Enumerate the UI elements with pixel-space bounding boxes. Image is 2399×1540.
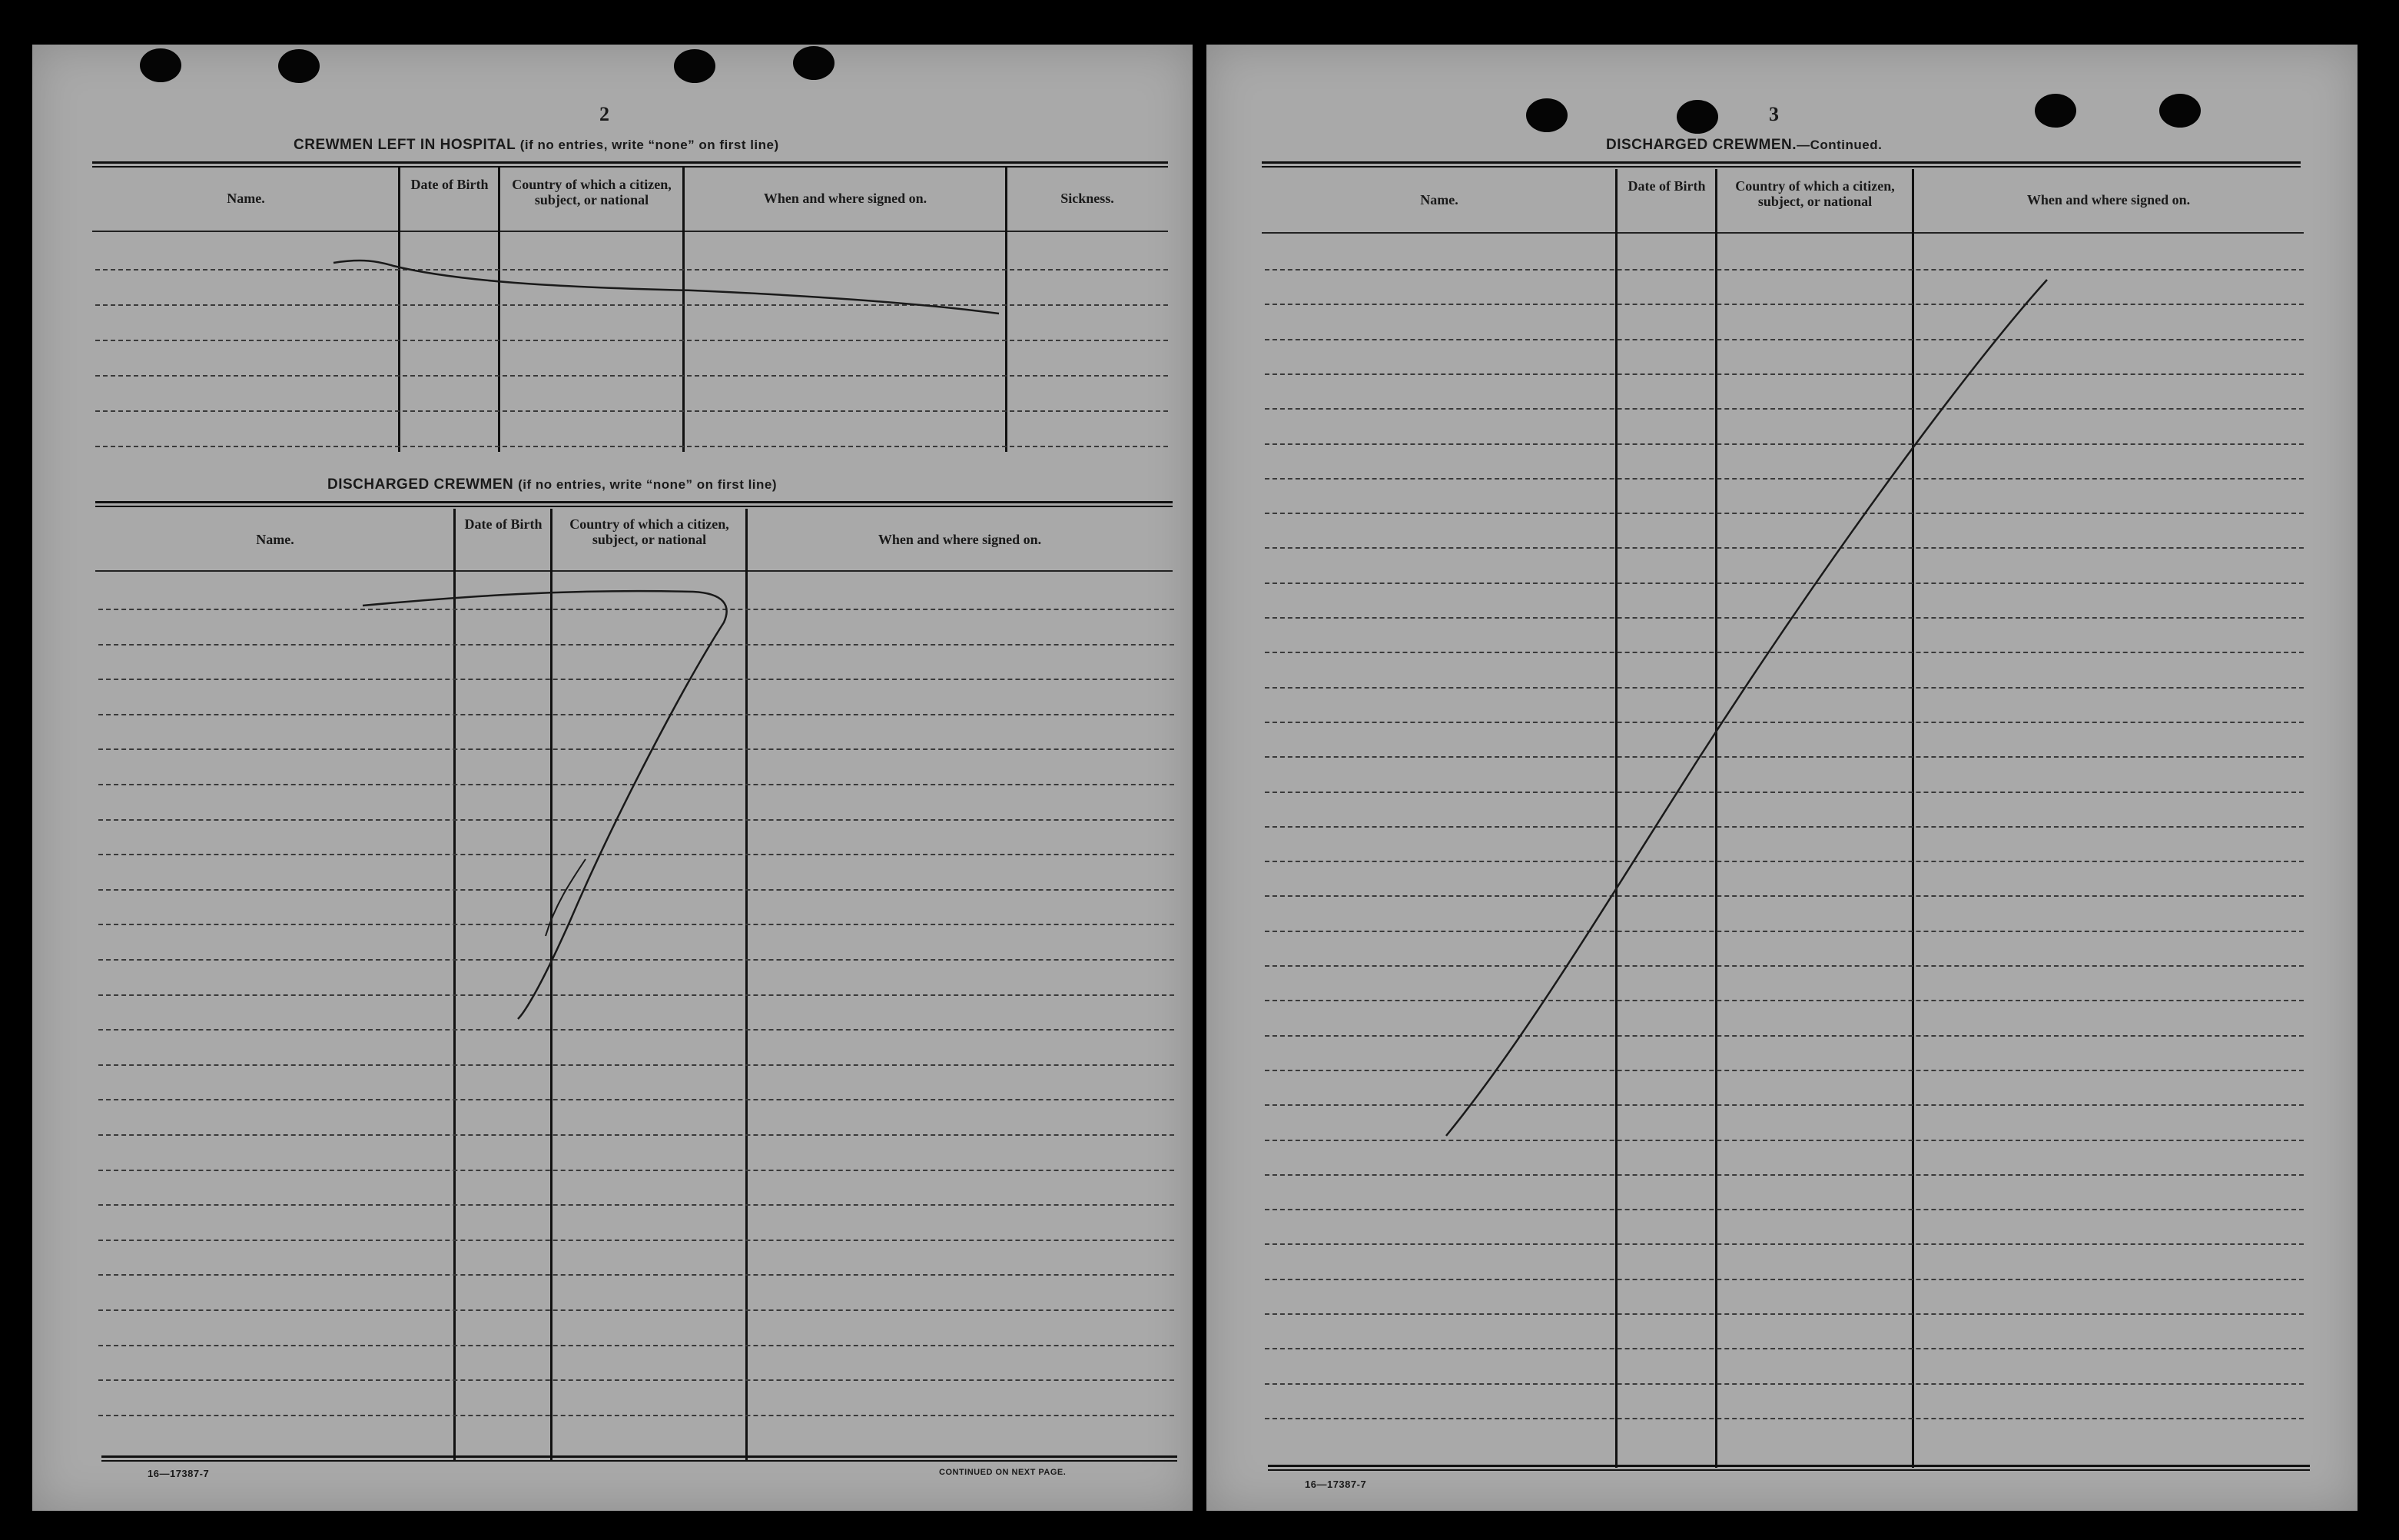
form-line xyxy=(98,1379,1174,1381)
column-divider xyxy=(498,168,500,452)
form-line xyxy=(1265,1279,2304,1280)
form-line xyxy=(1265,1070,2304,1071)
form-line xyxy=(1265,339,2304,340)
col-header-date-of-birth: Date of Birth xyxy=(464,516,543,532)
form-line xyxy=(1265,1104,2304,1106)
punch-hole xyxy=(1677,100,1718,134)
column-divider xyxy=(1912,169,1914,1468)
form-line xyxy=(1265,304,2304,305)
column-divider xyxy=(453,509,456,1462)
form-line xyxy=(1265,1348,2304,1349)
form-line xyxy=(1265,1140,2304,1141)
form-line xyxy=(1265,1243,2304,1245)
form-line xyxy=(1265,722,2304,723)
form-line xyxy=(1265,443,2304,445)
section-rule xyxy=(1262,161,2301,168)
form-line xyxy=(98,1134,1174,1136)
bottom-rule xyxy=(1268,1465,2310,1471)
form-line xyxy=(1265,1174,2304,1176)
form-line xyxy=(98,1204,1174,1206)
section-rule xyxy=(95,501,1173,507)
form-line xyxy=(98,1170,1174,1171)
form-line xyxy=(1265,826,2304,828)
form-line xyxy=(1265,408,2304,410)
column-divider xyxy=(550,509,552,1462)
form-line xyxy=(95,375,1168,377)
form-line xyxy=(98,1064,1174,1066)
col-header-name: Name. xyxy=(1420,192,1458,207)
form-line xyxy=(1265,895,2304,897)
pen-strikethrough-marks xyxy=(32,45,1193,1511)
hospital-section-title xyxy=(294,137,779,154)
punch-hole xyxy=(793,46,835,80)
form-line xyxy=(98,679,1174,680)
form-line xyxy=(1265,547,2304,549)
punch-hole xyxy=(278,49,320,83)
form-line xyxy=(98,1029,1174,1031)
form-line xyxy=(1265,1035,2304,1037)
form-line xyxy=(98,748,1174,750)
discharged-title-text: DISCHARGED CREWMEN xyxy=(327,476,514,493)
form-line xyxy=(1265,931,2304,932)
punch-hole xyxy=(140,48,181,82)
column-divider xyxy=(1615,169,1618,1468)
form-line xyxy=(1265,687,2304,689)
form-line xyxy=(1265,1000,2304,1001)
col-header-date-of-birth: Date of Birth xyxy=(410,177,489,192)
form-line xyxy=(1265,965,2304,967)
discharged-section-title xyxy=(327,476,777,493)
col-header-signed-on: When and where signed on. xyxy=(763,191,927,206)
section-subtitle: —Continued. xyxy=(1797,138,1883,152)
right-page xyxy=(1206,45,2358,1511)
col-header-name: Name. xyxy=(256,532,294,547)
column-divider xyxy=(682,168,685,452)
form-line xyxy=(1265,756,2304,758)
form-line xyxy=(98,1345,1174,1346)
col-header-signed-on: When and where signed on. xyxy=(878,532,1042,547)
form-line xyxy=(98,1415,1174,1416)
page-number: 2 xyxy=(599,103,609,125)
form-number: 16—17387-7 xyxy=(1305,1479,1367,1490)
column-divider xyxy=(1005,168,1007,452)
form-line xyxy=(98,854,1174,855)
form-line xyxy=(95,340,1168,341)
hospital-instruction: (if no entries, write “none” on first line) xyxy=(519,138,779,152)
form-line xyxy=(1265,861,2304,862)
col-header-signed-on: When and where signed on. xyxy=(2026,192,2191,207)
form-line xyxy=(1265,513,2304,514)
form-line xyxy=(98,714,1174,715)
form-line xyxy=(98,994,1174,996)
form-line xyxy=(98,1099,1174,1100)
header-rule xyxy=(95,570,1173,572)
column-divider xyxy=(1715,169,1717,1468)
form-line xyxy=(1265,269,2304,270)
bottom-rule xyxy=(101,1455,1177,1462)
form-line xyxy=(1265,652,2304,653)
punch-hole xyxy=(2035,94,2076,128)
pen-strikethrough-marks xyxy=(1206,45,2358,1511)
form-line xyxy=(98,819,1174,821)
col-header-sickness: Sickness. xyxy=(1060,191,1114,206)
col-header-name: Name. xyxy=(227,191,265,206)
col-header-country: Country of which a citizen, subject, or national xyxy=(1735,178,1895,209)
form-line xyxy=(98,1240,1174,1241)
form-line xyxy=(1265,1383,2304,1385)
form-line xyxy=(95,446,1168,447)
form-line xyxy=(1265,792,2304,793)
col-header-date-of-birth: Date of Birth xyxy=(1628,178,1706,194)
form-line xyxy=(98,784,1174,785)
column-divider xyxy=(398,168,400,452)
hospital-title-text: CREWMEN LEFT IN HOSPITAL xyxy=(294,137,516,153)
continued-note: CONTINUED ON NEXT PAGE. xyxy=(939,1468,1067,1477)
form-line xyxy=(1265,1209,2304,1210)
form-number: 16—17387-7 xyxy=(148,1468,210,1479)
form-line xyxy=(1265,617,2304,619)
col-header-country: Country of which a citizen, subject, or national xyxy=(512,177,672,207)
form-line xyxy=(1265,582,2304,584)
punch-hole xyxy=(2159,94,2201,128)
form-line xyxy=(98,1309,1174,1311)
form-line xyxy=(98,609,1174,610)
section-title-text: DISCHARGED CREWMEN. xyxy=(1606,137,1797,153)
form-line xyxy=(1265,1418,2304,1419)
col-header-country: Country of which a citizen, subject, or national xyxy=(569,516,729,547)
form-line xyxy=(95,269,1168,270)
form-line xyxy=(1265,1313,2304,1315)
punch-hole xyxy=(1526,98,1568,132)
form-line xyxy=(1265,478,2304,480)
form-line xyxy=(98,644,1174,646)
form-line xyxy=(98,889,1174,891)
section-rule xyxy=(92,161,1168,168)
form-line xyxy=(98,924,1174,925)
form-line xyxy=(98,1274,1174,1276)
discharged-continued-title xyxy=(1606,137,1882,154)
column-divider xyxy=(745,509,748,1462)
form-line xyxy=(95,304,1168,306)
header-rule xyxy=(1262,232,2304,234)
discharged-instruction: (if no entries, write “none” on first line) xyxy=(518,477,778,492)
page-number: 3 xyxy=(1769,103,1779,125)
left-page xyxy=(32,45,1193,1511)
punch-hole xyxy=(674,49,715,83)
form-line xyxy=(1265,373,2304,375)
form-line xyxy=(98,959,1174,961)
form-line xyxy=(95,410,1168,412)
